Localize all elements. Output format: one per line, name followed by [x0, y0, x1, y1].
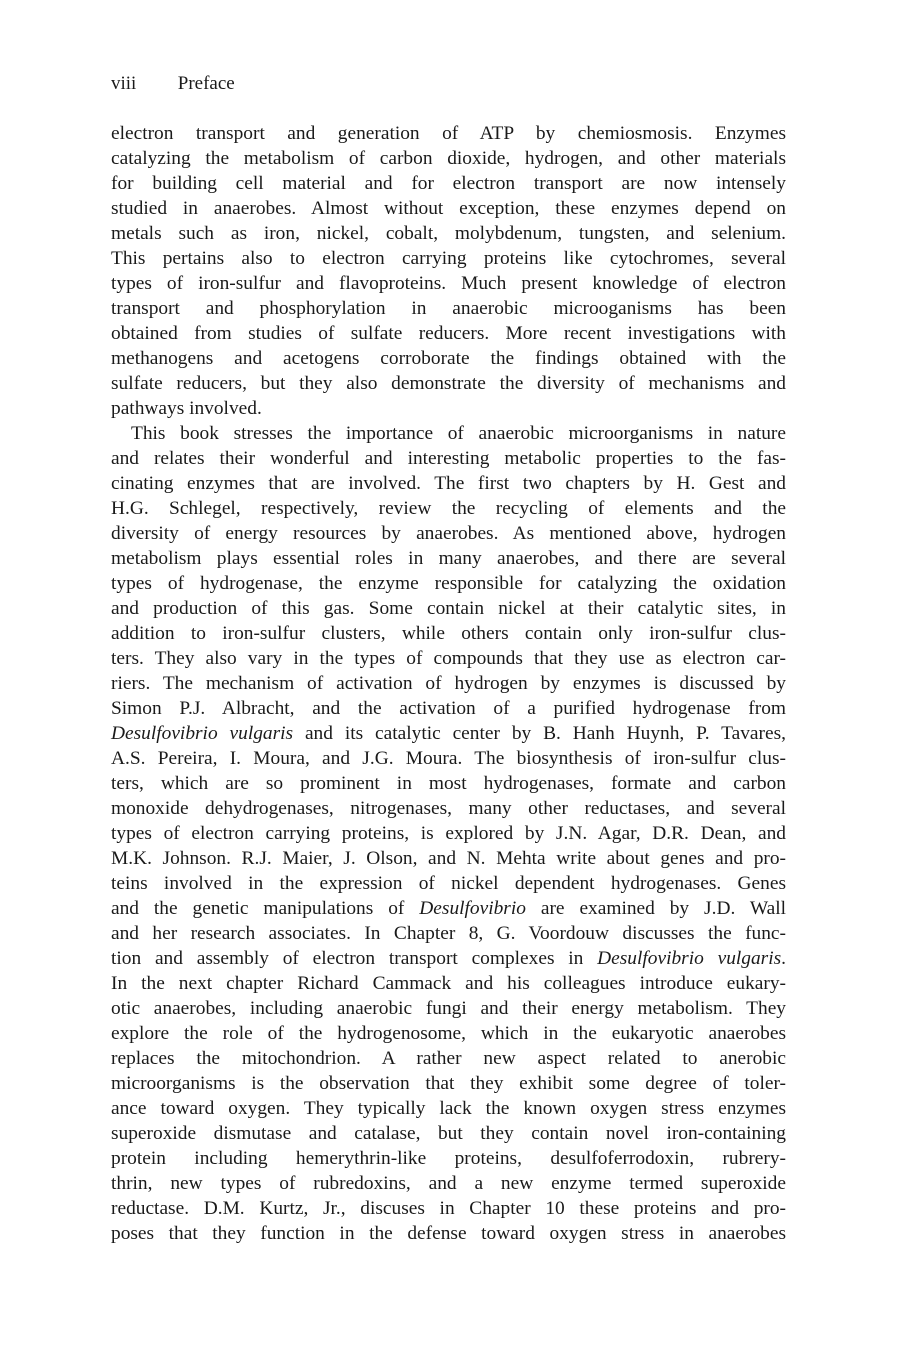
text-line — [111, 996, 786, 1021]
text-run: studied in anaerobes. Almost without exception, these enzymes depend on — [111, 198, 786, 219]
text-line — [111, 896, 786, 921]
text-run: and production of this gas. Some contain nickel at their catalytic sites, in — [111, 598, 786, 619]
text-line — [111, 146, 786, 171]
text-run: riers. The mechanism of activation of hydrogen by enzymes is discussed by — [111, 673, 786, 694]
text-run: transport and phosphorylation in anaerobic microoganisms has been — [111, 298, 786, 319]
text-run: metals such as iron, nickel, cobalt, molybdenum, tungsten, and selenium. — [111, 223, 786, 244]
text-line — [111, 446, 786, 471]
text-line — [111, 821, 786, 846]
text-run: This book stresses the importance of anaerobic microorganisms in nature — [131, 423, 786, 444]
text-run: poses that they function in the defense toward oxygen stress in anaerobes — [111, 1223, 786, 1244]
text-run: for building cell material and for electron transport are now intensely — [111, 173, 786, 194]
text-run: tion and assembly of electron transport complexes in — [111, 948, 598, 969]
text-run: ters, which are so prominent in most hydrogenases, formate and carbon — [111, 773, 786, 794]
text-line — [111, 396, 786, 421]
text-run: types of hydrogenase, the enzyme responsible for catalyzing the oxidation — [111, 573, 786, 594]
text-run: microorganisms is the observation that they exhibit some degree of toler- — [111, 1073, 786, 1094]
page-number: viii — [111, 73, 137, 94]
text-line — [111, 196, 786, 221]
text-line — [111, 496, 786, 521]
text-run: types of iron-sulfur and flavoproteins. Much present knowledge of electron — [111, 273, 786, 294]
text-run: catalyzing the metabolism of carbon dioxide, hydrogen, and other materials — [111, 148, 786, 169]
text-line — [111, 546, 786, 571]
text-run: diversity of energy resources by anaerobes. As mentioned above, hydrogen — [111, 523, 786, 544]
text-line — [111, 471, 786, 496]
text-line — [111, 321, 786, 346]
paragraph — [111, 121, 786, 421]
text-line — [111, 371, 786, 396]
text-run: This pertains also to electron carrying proteins like cytochromes, several — [111, 248, 786, 269]
text-run: electron transport and generation of ATP by chemiosmosis. Enzymes — [111, 123, 786, 144]
text-line — [111, 1046, 786, 1071]
text-run: ance toward oxygen. They typically lack the known oxygen stress enzymes — [111, 1098, 786, 1119]
text-line — [111, 946, 786, 971]
text-line — [111, 1221, 786, 1246]
text-run: cinating enzymes that are involved. The first two chapters by H. Gest and — [111, 473, 786, 494]
text-run: In the next chapter Richard Cammack and his colleagues introduce eukary- — [111, 973, 786, 994]
text-line — [111, 1121, 786, 1146]
text-run: A.S. Pereira, I. Moura, and J.G. Moura. The biosynthesis of iron-sulfur clus- — [111, 748, 786, 769]
italic-term: Desulfovibrio vulgaris — [597, 948, 782, 969]
text-line — [111, 796, 786, 821]
text-line — [111, 596, 786, 621]
text-line — [111, 921, 786, 946]
text-run: sulfate reducers, but they also demonstrate the diversity of mechanisms and — [111, 373, 786, 394]
text-line — [111, 971, 786, 996]
text-run: and relates their wonderful and interesting metabolic properties to the fas- — [111, 448, 786, 469]
text-line — [111, 171, 786, 196]
running-title: Preface — [177, 73, 235, 94]
text-line — [111, 271, 786, 296]
text-line — [111, 621, 786, 646]
text-run: thrin, new types of rubredoxins, and a new enzyme termed superoxide — [111, 1173, 786, 1194]
text-run: and its catalytic center by B. Hanh Huynh, P. Tavares, — [293, 723, 786, 744]
text-run: replaces the mitochondrion. A rather new aspect related to anerobic — [111, 1048, 786, 1069]
text-run: H.G. Schlegel, respectively, review the recycling of elements and the — [111, 498, 786, 519]
text-line — [111, 346, 786, 371]
text-line — [111, 1196, 786, 1221]
text-line — [111, 221, 786, 246]
italic-term: Desulfovibrio — [419, 898, 526, 919]
text-line — [111, 846, 786, 871]
text-run: otic anaerobes, including anaerobic fungi and their energy metabolism. They — [111, 998, 786, 1019]
text-run: superoxide dismutase and catalase, but they contain novel iron-containing — [111, 1123, 786, 1144]
text-run: addition to iron-sulfur clusters, while others contain only iron-sulfur clus- — [111, 623, 786, 644]
italic-term: Desulfovibrio vulgaris — [111, 723, 294, 744]
text-run: methanogens and acetogens corroborate the findings obtained with the — [111, 348, 786, 369]
text-run: teins involved in the expression of nickel dependent hydrogenases. Genes — [111, 873, 786, 894]
text-line — [111, 1096, 786, 1121]
text-line — [111, 1171, 786, 1196]
text-run: monoxide dehydrogenases, nitrogenases, many other reductases, and several — [111, 798, 786, 819]
text-run: . — [781, 948, 787, 969]
body-text — [111, 121, 786, 1246]
running-head — [111, 72, 235, 96]
text-line — [111, 1146, 786, 1171]
text-line — [111, 246, 786, 271]
text-line — [111, 671, 786, 696]
text-line — [111, 1071, 786, 1096]
text-run: protein including hemerythrin-like proteins, desulfoferrodoxin, rubrery- — [111, 1148, 786, 1169]
text-run: ters. They also vary in the types of compounds that they use as electron car- — [111, 648, 786, 669]
text-line — [111, 1021, 786, 1046]
text-line — [111, 121, 786, 146]
text-line — [111, 571, 786, 596]
text-line — [111, 646, 786, 671]
text-run: explore the role of the hydrogenosome, which in the eukaryotic anaerobes — [111, 1023, 786, 1044]
text-line — [111, 721, 786, 746]
text-line — [111, 871, 786, 896]
text-line — [111, 521, 786, 546]
paragraph — [111, 421, 786, 1246]
text-run: metabolism plays essential roles in many anaerobes, and there are several — [111, 548, 786, 569]
text-line — [111, 696, 786, 721]
text-run: obtained from studies of sulfate reducers. More recent investigations with — [111, 323, 786, 344]
text-line — [111, 746, 786, 771]
text-run: Simon P.J. Albracht, and the activation of a purified hydrogenase from — [111, 698, 786, 719]
text-run: types of electron carrying proteins, is explored by J.N. Agar, D.R. Dean, and — [111, 823, 786, 844]
text-run: and her research associates. In Chapter 8, G. Voordouw discusses the func- — [111, 923, 786, 944]
text-line — [111, 771, 786, 796]
text-line — [111, 421, 786, 446]
text-run: M.K. Johnson. R.J. Maier, J. Olson, and N. Mehta write about genes and pro- — [111, 848, 786, 869]
text-run: pathways involved. — [111, 398, 262, 419]
text-run: and the genetic manipulations of — [111, 898, 420, 919]
text-run: reductase. D.M. Kurtz, Jr., discuses in Chapter 10 these proteins and pro- — [111, 1198, 786, 1219]
text-line — [111, 296, 786, 321]
text-run: are examined by J.D. Wall — [525, 898, 786, 919]
